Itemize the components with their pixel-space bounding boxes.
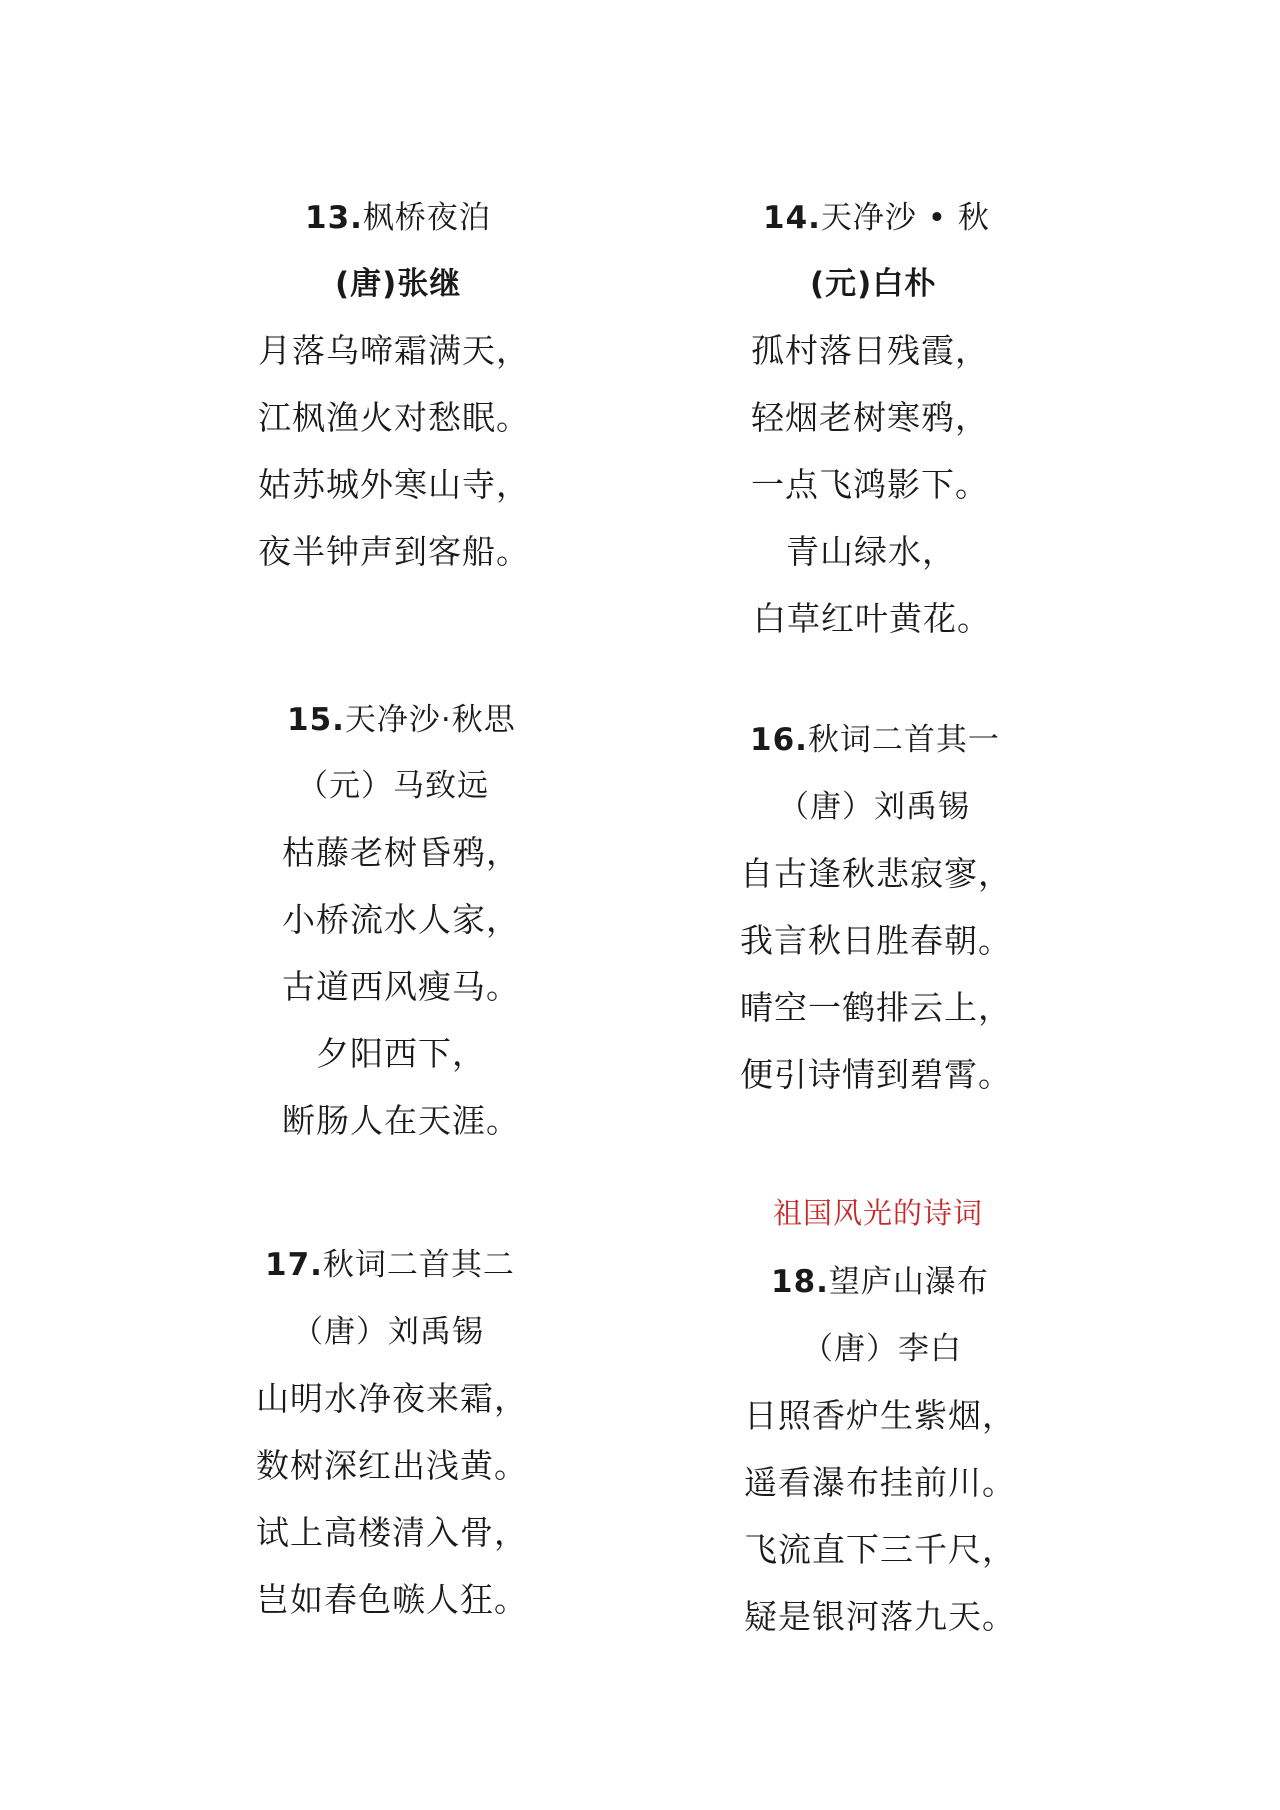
- poem-line: 一点飞鸿影下。: [751, 465, 989, 504]
- poem-line: 疑是银河落九天。: [744, 1597, 1016, 1636]
- poem-title-text: 天净沙·秋思: [344, 702, 516, 738]
- poem-line: 古道西风瘦马。: [282, 967, 520, 1006]
- poem-title: [265, 1245, 515, 1285]
- poem-title-text: 秋词二首其二: [322, 1247, 515, 1283]
- poem-line: 青山绿水，: [786, 532, 956, 571]
- poem-title: [305, 198, 491, 238]
- poem-line: 山明水净夜来霜，: [256, 1379, 528, 1418]
- poem-line: 孤村落日残霞，: [751, 331, 989, 370]
- poem-number: 14.: [763, 200, 821, 236]
- poem-line: 夕阳西下，: [316, 1034, 486, 1073]
- poem-line: 遥看瀑布挂前川。: [744, 1463, 1016, 1502]
- poem-line: 晴空一鹤排云上，: [740, 988, 1012, 1027]
- poem-title-text: 天净沙 • 秋: [820, 200, 990, 236]
- poem-author: （唐）刘禹锡: [778, 789, 970, 825]
- poem-title: [750, 720, 1000, 760]
- poem-line: 姑苏城外寒山寺，: [258, 465, 530, 504]
- poem-author: （唐）李白: [802, 1331, 962, 1367]
- poem-author: （唐）刘禹锡: [292, 1314, 484, 1350]
- poem-author: (唐)张继: [335, 266, 462, 302]
- poem-line: 数树深红出浅黄。: [256, 1446, 528, 1485]
- poem-title: [763, 198, 990, 238]
- poem-line: 白草红叶黄花。: [753, 599, 991, 638]
- poem-line: 岂如春色嗾人狂。: [256, 1580, 528, 1619]
- poem-line: 试上高楼清入骨，: [256, 1513, 528, 1552]
- poem-line: 轻烟老树寒鸦，: [751, 398, 989, 437]
- poem-title: [287, 700, 516, 740]
- poem-title-text: 枫桥夜泊: [362, 200, 491, 236]
- poem-line: 夜半钟声到客船。: [258, 532, 530, 571]
- poem-title-text: 望庐山瀑布: [828, 1264, 989, 1300]
- poem-line: 江枫渔火对愁眠。: [258, 398, 530, 437]
- poem-title: [771, 1262, 989, 1302]
- poem-number: 13.: [305, 200, 363, 236]
- section-heading: 祖国风光的诗词: [773, 1196, 984, 1230]
- poem-number: 18.: [771, 1264, 829, 1300]
- poem-line: 飞流直下三千尺，: [744, 1530, 1016, 1569]
- poem-number: 17.: [265, 1247, 323, 1283]
- poem-title-text: 秋词二首其一: [807, 722, 1000, 758]
- poem-number: 15.: [287, 702, 345, 738]
- poem-line: 自古逢秋悲寂寥，: [740, 854, 1012, 893]
- poem-line: 断肠人在天涯。: [282, 1101, 520, 1140]
- poem-line: 我言秋日胜春朝。: [740, 921, 1012, 960]
- poem-number: 16.: [750, 722, 808, 758]
- poem-line: 便引诗情到碧霄。: [740, 1055, 1012, 1094]
- poem-author: (元)白朴: [810, 266, 937, 302]
- poem-author: （元）马致远: [297, 768, 489, 804]
- poem-line: 日照香炉生紫烟，: [744, 1396, 1016, 1435]
- poem-line: 月落乌啼霜满天，: [258, 331, 530, 370]
- poem-line: 枯藤老树昏鸦，: [282, 833, 520, 872]
- poem-line: 小桥流水人家，: [282, 900, 520, 939]
